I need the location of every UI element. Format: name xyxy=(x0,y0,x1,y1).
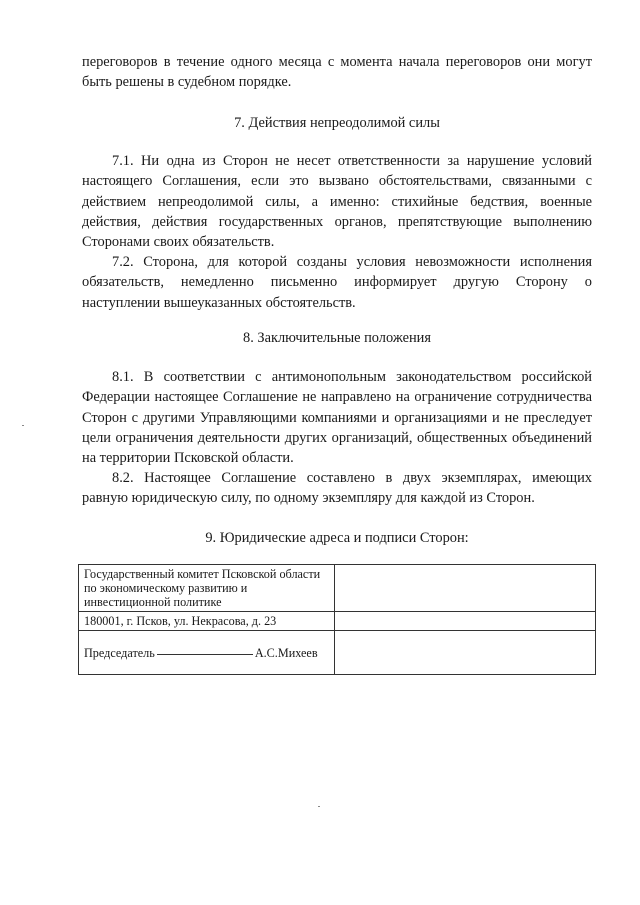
signature-table xyxy=(78,564,596,675)
table-row xyxy=(79,612,596,631)
intro-paragraph: переговоров в течение одного месяца с момента начала переговоров они могут быть решены в судебном порядке. xyxy=(82,54,592,91)
table-row xyxy=(79,631,596,675)
section-9-heading: 9. Юридические адреса и подписи Сторон: xyxy=(205,530,469,546)
org-address: 180001, г. Псков, ул. Некрасова, д. 23 xyxy=(84,614,277,628)
section-7-heading: 7. Действия непреодолимой силы xyxy=(234,115,440,131)
section-8-heading: 8. Заключительные положения xyxy=(243,330,431,346)
address-cell xyxy=(79,612,335,631)
section-7-paragraph-1: 7.1. Ни одна из Сторон не несет ответственности за нарушение условий настоящего Соглашения, если это вызвано обстоятельствами, связанными с действием непреодолимой силы, а именно: стихийные бедствия, военные действия, действия государственных органов, препятствующие выполнению Сторонами своих обязательств. xyxy=(82,153,592,251)
org-name: Государственный комитет Псковской области по экономическому развитию и инвестиционной политике xyxy=(84,567,321,609)
signature-cell xyxy=(79,631,335,675)
chair-label: Председатель xyxy=(84,645,155,660)
section-7-paragraph-2: 7.2. Сторона, для которой созданы условия невозможности исполнения обязательств, немедленно письменно информирует другую Сторону о наступлении вышеуказанных обстоятельств. xyxy=(82,254,592,311)
org-name-cell xyxy=(79,565,335,612)
counterparty-signature-cell xyxy=(335,631,596,675)
section-8-paragraph-2: 8.2. Настоящее Соглашение составлено в двух экземплярах, имеющих равную юридическую силу, по одному экземпляру для каждой из Сторон. xyxy=(82,470,592,507)
chair-name: А.С.Михеев xyxy=(254,645,318,660)
scan-speck xyxy=(22,425,24,426)
counterparty-address-cell xyxy=(335,612,596,631)
table-row xyxy=(79,565,596,612)
counterparty-cell xyxy=(335,565,596,612)
scan-speck xyxy=(318,806,320,807)
section-8-paragraph-1: 8.1. В соответствии с антимонопольным законодательством российской Федерации настоящее Соглашение не направлено на ограничение сотрудничества Сторон с другими Управляющими компаниями и организациями и не преследует цели ограничения деятельности других организаций, общественных объединений на территории Псковской области. xyxy=(82,369,592,467)
signature-line xyxy=(157,654,253,655)
